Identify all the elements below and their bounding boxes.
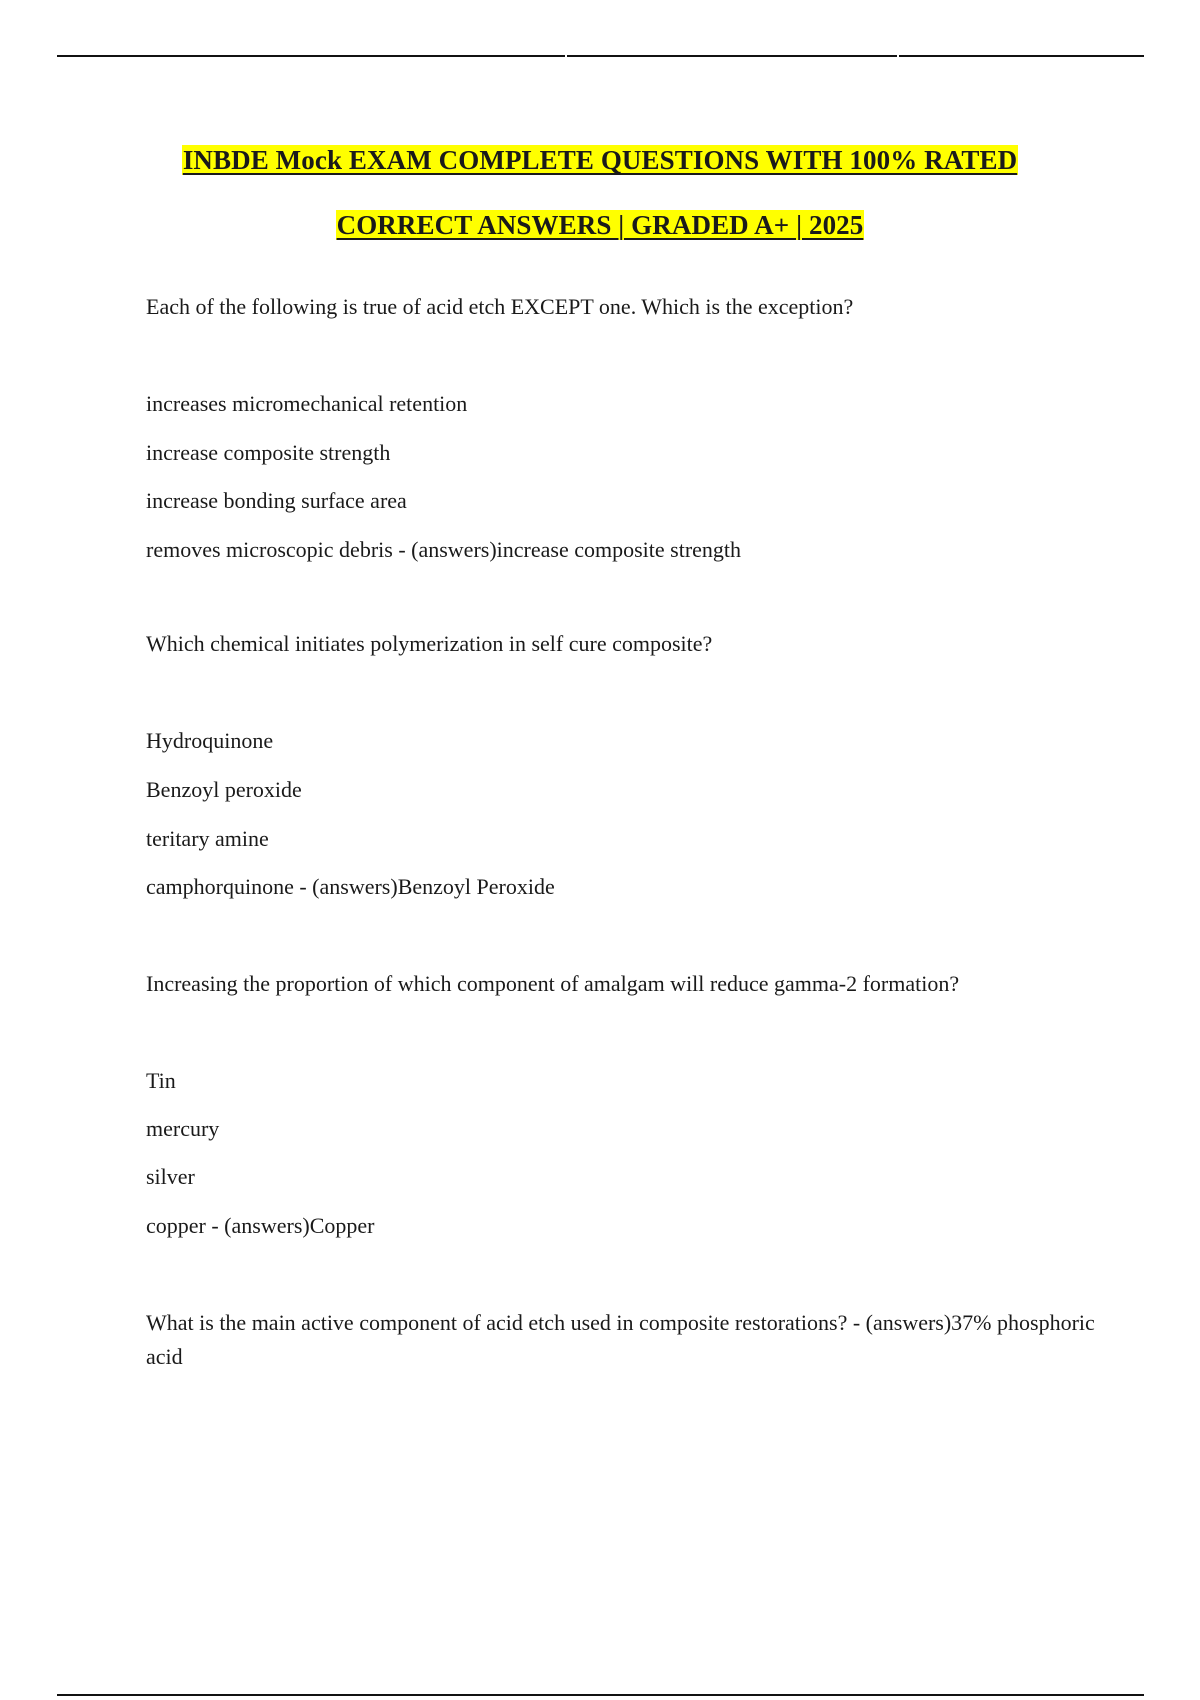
- question-2-option-4-answer: camphorquinone - (answers)Benzoyl Peroxide: [146, 874, 555, 899]
- document-title-line-2-text: CORRECT ANSWERS | GRADED A+ | 2025: [336, 210, 864, 240]
- question-2-option-1: Hydroquinone: [146, 728, 274, 753]
- question-1-option-3: increase bonding surface area: [146, 488, 407, 513]
- header-rule-middle: [567, 55, 897, 57]
- question-3-option-4-answer: copper - (answers)Copper: [146, 1213, 375, 1238]
- header-rule-left: [57, 55, 565, 57]
- header-rule-right: [899, 55, 1144, 57]
- document-title-line-1: [0, 145, 1200, 176]
- document-title-line-2: [0, 210, 1200, 241]
- question-3-option-3: silver: [146, 1164, 195, 1189]
- question-1-option-1: increases micromechanical retention: [146, 391, 468, 416]
- question-1-option-2: increase composite strength: [146, 440, 391, 465]
- question-1-option-4-answer: removes microscopic debris - (answers)increase composite strength: [146, 537, 742, 562]
- question-1: Each of the following is true of acid etch EXCEPT one. Which is the exception?: [146, 294, 854, 319]
- footer-rule: [57, 1694, 1144, 1696]
- document-title-line-1-text: INBDE Mock EXAM COMPLETE QUESTIONS WITH 100% RATED: [182, 145, 1018, 175]
- question-2-option-3: teritary amine: [146, 826, 269, 851]
- question-4-with-answer: What is the main active component of acid etch used in composite restorations? - (answers)37% phosphoric acid: [146, 1310, 1095, 1369]
- question-3-option-2: mercury: [146, 1116, 220, 1141]
- question-2-option-2: Benzoyl peroxide: [146, 777, 302, 802]
- question-3-option-1: Tin: [146, 1068, 176, 1093]
- question-3: Increasing the proportion of which component of amalgam will reduce gamma-2 formation?: [146, 971, 960, 996]
- question-2: Which chemical initiates polymerization in self cure composite?: [146, 631, 713, 656]
